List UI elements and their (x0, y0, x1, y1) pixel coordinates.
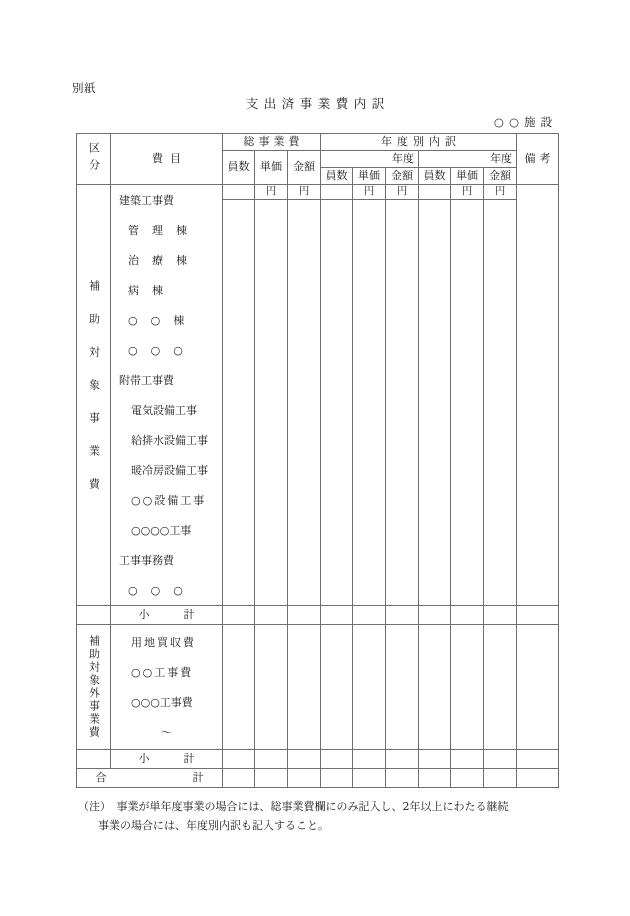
himoku-item: 〜 (161, 725, 172, 739)
kubun-spacer-s0 (77, 606, 111, 625)
value-total-unitprice-s0[interactable] (255, 200, 288, 606)
value-y2-unitprice-s0[interactable] (451, 200, 484, 606)
grand-total-amount[interactable] (288, 769, 321, 788)
himoku-item: ○○○工事費 (131, 695, 193, 709)
footnote (78, 797, 578, 836)
kubun-spacer-s1 (77, 750, 111, 769)
value-y2-amount-s1[interactable] (484, 625, 517, 750)
subtotal-row-section-0 (77, 606, 559, 625)
expenditure-breakdown-table (76, 133, 557, 788)
subtotal-y2-amount-s0[interactable] (484, 606, 517, 625)
grand-total-y2-count[interactable] (419, 769, 451, 788)
unit-y2-unitprice[interactable]: 円 (451, 185, 484, 200)
value-total-unitprice-s1[interactable] (255, 625, 288, 750)
subtotal-y2-unitprice-s1[interactable] (451, 750, 484, 769)
subtotal-biko-s0[interactable] (517, 606, 559, 625)
header-biko: 備考 (517, 134, 559, 185)
subtotal-row-section-1 (77, 750, 559, 769)
grand-total-unitprice[interactable] (255, 769, 288, 788)
header-kubun: 区分 (77, 134, 111, 185)
value-y1-count-s0[interactable] (321, 200, 353, 606)
page-title: 支出済事業費内訳 (245, 96, 390, 111)
himoku-item: 病棟 (128, 283, 176, 297)
value-total-amount-s0[interactable] (288, 200, 321, 606)
subtotal-total-unitprice-s0[interactable] (255, 606, 288, 625)
value-total-count-s1[interactable] (223, 625, 255, 750)
grand-total-row (77, 769, 559, 788)
grand-total-y1-amount[interactable] (386, 769, 419, 788)
subtotal-total-count-s1[interactable] (223, 750, 255, 769)
subtotal-y2-count-s1[interactable] (419, 750, 451, 769)
value-y1-unitprice-s1[interactable] (353, 625, 386, 750)
facility-name-field: ○○施設 (493, 115, 557, 129)
himoku-item: 電気設備工事 (131, 403, 197, 417)
himoku-item: ○○○ (128, 583, 196, 597)
unit-row (77, 185, 559, 200)
himoku-item: 給排水設備工事 (131, 433, 208, 447)
header-y1-count: 員数 (321, 168, 353, 185)
value-total-amount-s1[interactable] (288, 625, 321, 750)
subtotal-label-s0: 小 計 (111, 606, 223, 625)
himoku-item: ○○○ (128, 343, 196, 357)
value-y2-unitprice-s1[interactable] (451, 625, 484, 750)
header-total-amount: 金額 (288, 151, 321, 185)
value-y2-count-s0[interactable] (419, 200, 451, 606)
footnote-line-1: （注） 事業が単年度事業の場合には、総事業費欄にのみ記入し、2年以上にわたる継続 (78, 800, 509, 813)
unit-total-unitprice[interactable]: 円 (255, 185, 288, 200)
grand-total-y2-amount[interactable] (484, 769, 517, 788)
kubun-cell-section-1: 補助対象外事業費 (77, 625, 111, 750)
subtotal-y1-count-s0[interactable] (321, 606, 353, 625)
header-total-unitprice: 単価 (255, 151, 288, 185)
header-y1-unitprice: 単価 (353, 168, 386, 185)
table-header-row-1 (77, 134, 559, 151)
himoku-item: 用地買収費 (131, 635, 196, 649)
kubun-cell-section-0: 補助対象事業費 (77, 185, 111, 606)
himoku-item: ○○○○工事 (131, 523, 192, 537)
unit-y1-unitprice[interactable]: 円 (353, 185, 386, 200)
subtotal-y1-unitprice-s0[interactable] (353, 606, 386, 625)
item-list-section-1 (111, 627, 222, 747)
subtotal-y2-amount-s1[interactable] (484, 750, 517, 769)
header-fiscal-year-1: 年度 (321, 151, 419, 168)
himoku-item: 附帯工事費 (119, 373, 174, 387)
subtotal-label-s1: 小 計 (111, 750, 223, 769)
value-y2-count-s1[interactable] (419, 625, 451, 750)
value-y1-count-s1[interactable] (321, 625, 353, 750)
header-total-count: 員数 (223, 151, 255, 185)
header-y2-count: 員数 (419, 168, 451, 185)
unit-y1-amount[interactable]: 円 (386, 185, 419, 200)
item-list-section-0 (111, 185, 222, 605)
biko-cell-section-1[interactable] (517, 625, 559, 750)
attachment-label: 別紙 (72, 81, 96, 95)
header-total-project-cost: 総事業費 (223, 134, 321, 151)
himoku-item: 暖冷房設備工事 (131, 463, 208, 477)
himoku-item: ○○設備工事 (131, 493, 207, 507)
grand-total-y1-unitprice[interactable] (353, 769, 386, 788)
header-yearly-breakdown: 年度別内訳 (321, 134, 517, 151)
subtotal-total-amount-s1[interactable] (288, 750, 321, 769)
himoku-item: ○○棟 (128, 313, 198, 327)
subtotal-y1-count-s1[interactable] (321, 750, 353, 769)
himoku-items-section-0 (111, 185, 223, 606)
subtotal-y1-unitprice-s1[interactable] (353, 750, 386, 769)
subtotal-y1-amount-s0[interactable] (386, 606, 419, 625)
himoku-item: 工事事務費 (119, 553, 174, 567)
unit-y2-count[interactable] (419, 185, 451, 200)
unit-total-count[interactable] (223, 185, 255, 200)
unit-total-amount[interactable]: 円 (288, 185, 321, 200)
header-fiscal-year-2: 年度 (419, 151, 517, 168)
grand-total-y2-unitprice[interactable] (451, 769, 484, 788)
subtotal-total-amount-s0[interactable] (288, 606, 321, 625)
himoku-item: ○○工事費 (131, 665, 194, 679)
header-y2-amount: 金額 (484, 168, 517, 185)
header-y2-unitprice: 単価 (451, 168, 484, 185)
footnote-line-2: 事業の場合には、年度別内訳も記入すること。 (98, 819, 329, 833)
value-y1-unitprice-s0[interactable] (353, 200, 386, 606)
value-y1-amount-s1[interactable] (386, 625, 419, 750)
himoku-item: 建築工事費 (119, 193, 174, 207)
grand-total-count[interactable] (223, 769, 255, 788)
subtotal-y1-amount-s1[interactable] (386, 750, 419, 769)
header-y1-amount: 金額 (386, 168, 419, 185)
subtotal-total-unitprice-s1[interactable] (255, 750, 288, 769)
data-body-section-1 (77, 625, 559, 750)
himoku-item: 管理棟 (128, 223, 200, 237)
value-total-count-s0[interactable] (223, 200, 255, 606)
grand-total-biko[interactable] (517, 769, 559, 788)
subtotal-y2-count-s0[interactable] (419, 606, 451, 625)
subtotal-y2-unitprice-s0[interactable] (451, 606, 484, 625)
unit-y1-count[interactable] (321, 185, 353, 200)
biko-cell-section-0[interactable] (517, 185, 559, 606)
unit-y2-amount[interactable]: 円 (484, 185, 517, 200)
subtotal-total-count-s0[interactable] (223, 606, 255, 625)
himoku-item: 治療棟 (128, 253, 200, 267)
value-y2-amount-s0[interactable] (484, 200, 517, 606)
grand-total-label: 合 計 (77, 769, 223, 788)
value-y1-amount-s0[interactable] (386, 200, 419, 606)
subtotal-biko-s1[interactable] (517, 750, 559, 769)
himoku-items-section-1 (111, 625, 223, 750)
header-himoku: 費目 (111, 134, 223, 185)
grand-total-y1-count[interactable] (321, 769, 353, 788)
